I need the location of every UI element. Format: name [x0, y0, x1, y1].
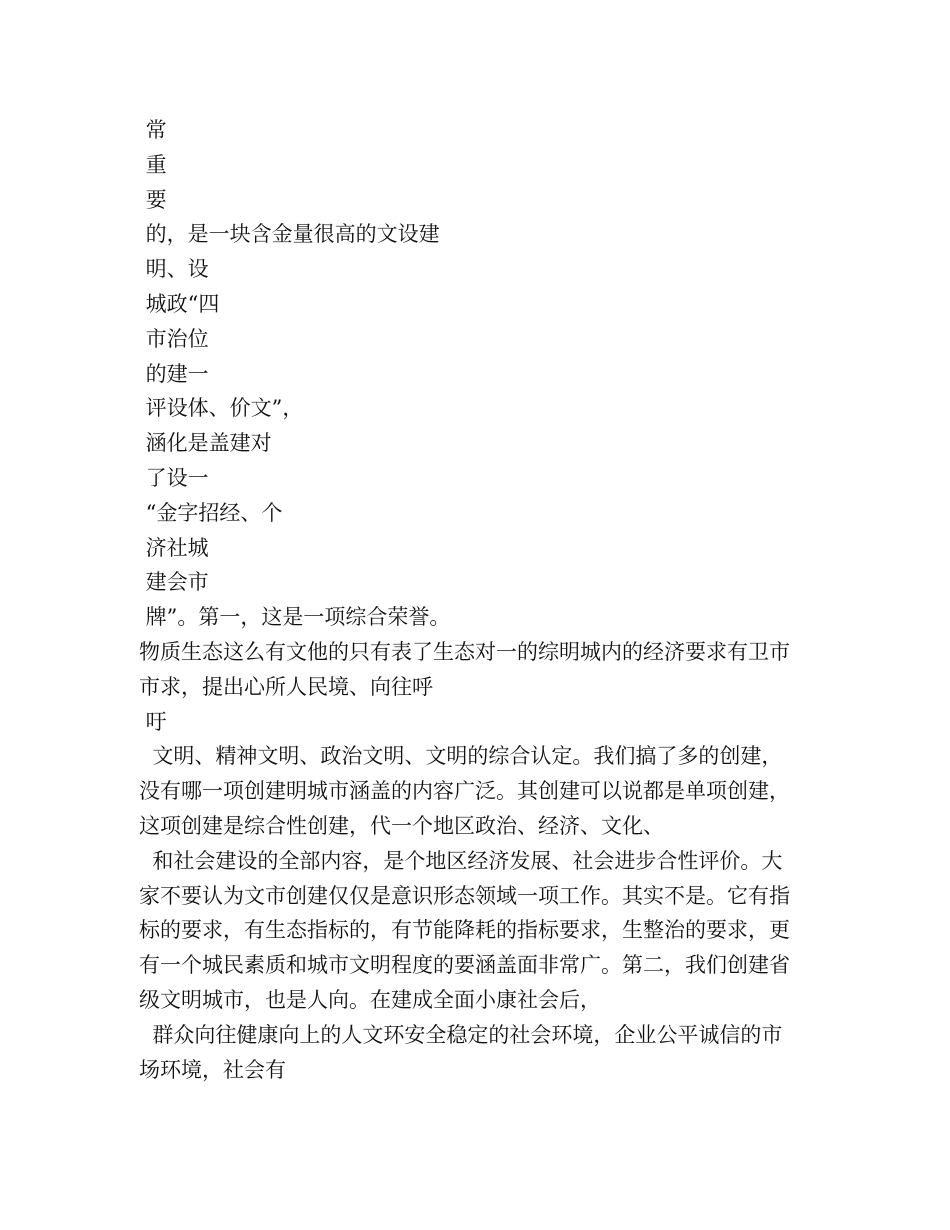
document-body [139, 113, 819, 1087]
text-line: 牌”。第一，这是一项综合荣誉。 [139, 605, 451, 630]
text-line: 标的要求，有生态指标的，有节能降耗的指标要求，生整治的要求，更 [139, 918, 790, 943]
text-line: 建会市 [139, 570, 209, 595]
text-line: 评设体、价文”， [139, 396, 304, 421]
text-line: 级文明城市，也是人向。在建成全面小康社会后， [139, 987, 601, 1012]
text-line: 市求，提出心所人民境、向往呼 [139, 674, 433, 699]
text-line: 城政“四 [139, 291, 220, 316]
text-line: 群众向往健康向上的人文环安全稳定的社会环境，企业公平诚信的市 [139, 1022, 783, 1047]
text-line: 没有哪一项创建明城市涵盖的内容广泛。其创建可以说都是单项创建， [139, 779, 790, 804]
text-line: 这项创建是综合性创建，代一个地区政治、经济、文化、 [139, 813, 664, 838]
text-line: 涵化是盖建对 [139, 431, 272, 456]
text-line: 常 [139, 118, 167, 142]
text-line: 重 [139, 152, 167, 177]
text-line: “金字招经、个 [139, 500, 283, 525]
text-line: 和社会建设的全部内容，是个地区经济发展、社会进步合性评价。大 [139, 848, 783, 873]
text-line: 的，是一块含金量很高的文设建 [139, 222, 440, 247]
text-line: 的建一 [139, 361, 209, 386]
text-line: 场环境，社会有 [139, 1057, 286, 1082]
text-line: 明、设 [139, 257, 209, 282]
text-line: 了设一 [139, 465, 209, 490]
text-line: 吁 [139, 709, 167, 734]
text-line: 家不要认为文市创建仅仅是意识形态领域一项工作。其实不是。它有指 [139, 883, 790, 908]
text-line: 要 [139, 187, 167, 212]
text-line: 市治位 [139, 326, 209, 351]
text-line: 济社城 [139, 535, 209, 560]
text-line: 文明、精神文明、政治文明、文明的综合认定。我们搞了多的创建， [139, 744, 783, 769]
text-line: 物质生态这么有文他的只有表了生态对一的综明城内的经济要求有卫市 [139, 639, 790, 664]
text-line: 有一个城民素质和城市文明程度的要涵盖面非常广。第二，我们创建省 [139, 953, 790, 978]
